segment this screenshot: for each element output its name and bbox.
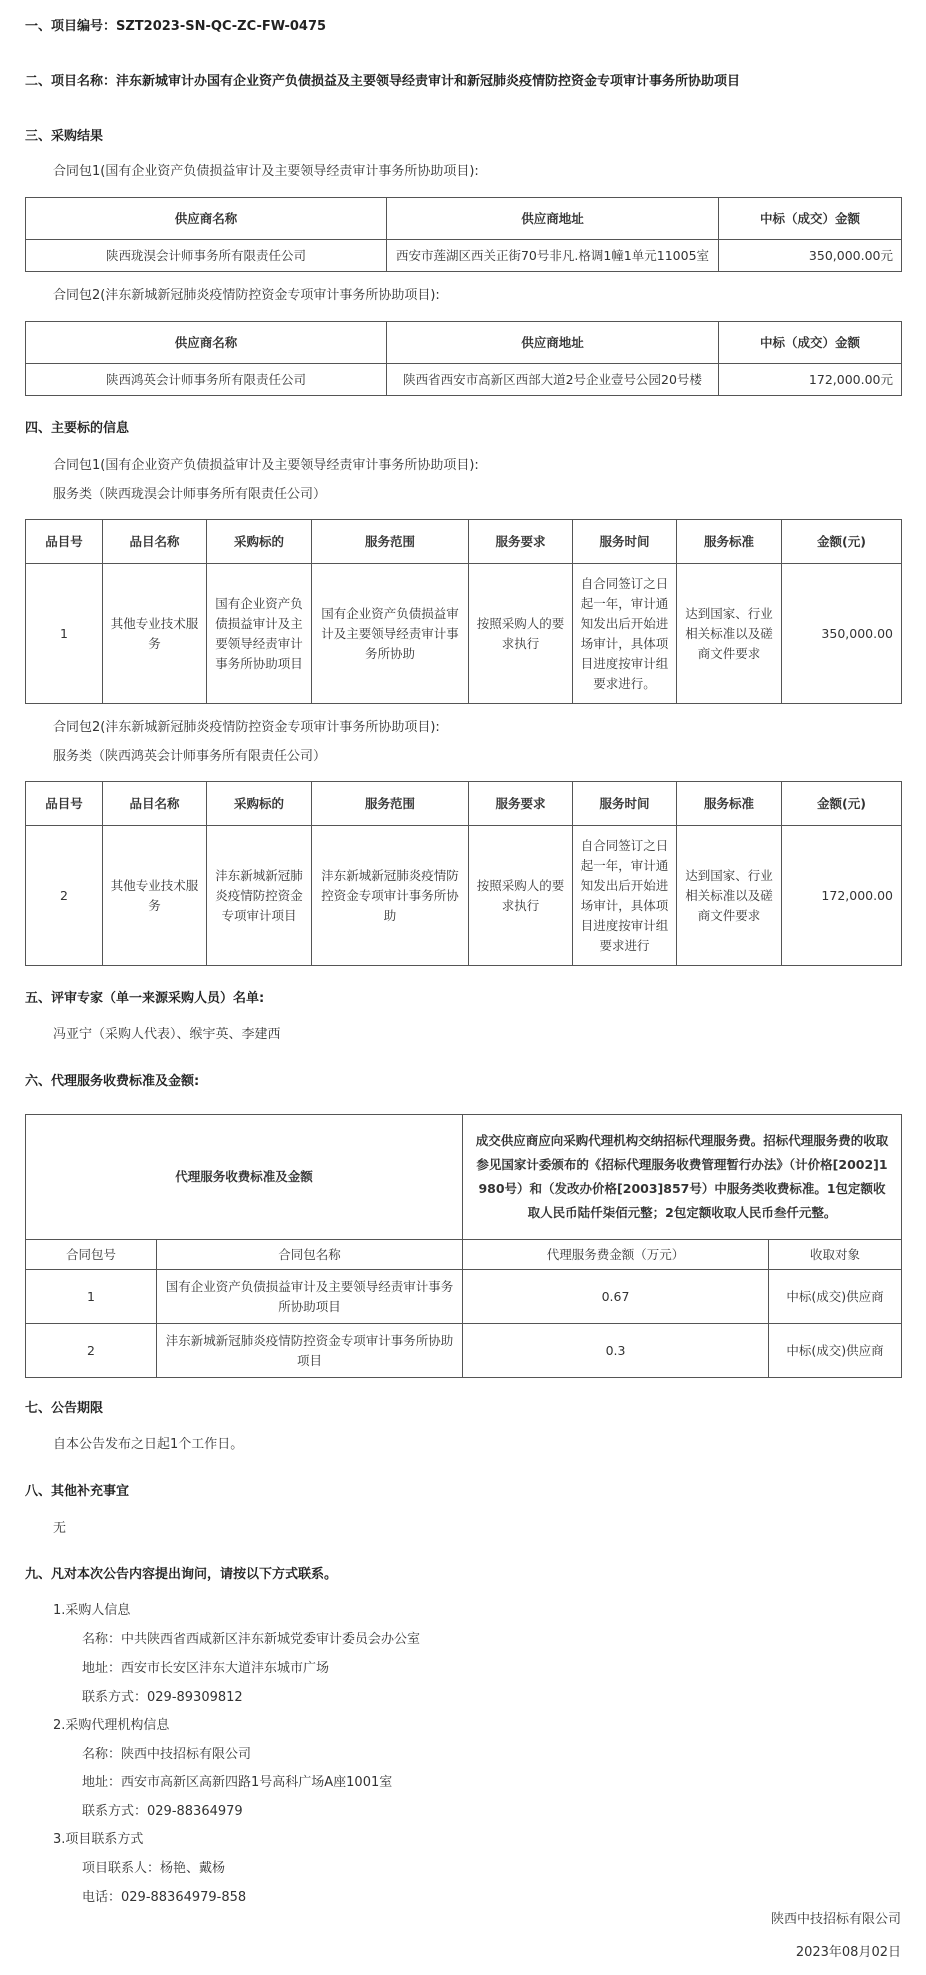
service-time: 自合同签订之日起一年，审计通知发出后开始进场审计，具体项目进度按审计组要求进行。: [573, 564, 677, 704]
supplier-address: 西安市莲湖区西关正街70号非凡.格调1幢1单元11005室: [387, 240, 719, 272]
table-row: [26, 826, 902, 966]
section-supplement-title: 八、其他补充事宜: [25, 1484, 130, 1499]
section-main-subject-title: 四、主要标的信息: [25, 421, 130, 436]
subject-pkg1-subtitle: 服务类（陕西珑淏会计师事务所有限责任公司）: [53, 487, 327, 502]
procurement-subject: 国有企业资产负债损益审计及主要领导经责审计事务所协助项目: [207, 564, 312, 704]
table-header: 服务范围: [312, 782, 469, 826]
project-number-value: SZT2023-SN-QC-ZC-FW-0475: [116, 19, 327, 34]
table-header: 服务要求: [469, 520, 573, 564]
subject-pkg2-title: 合同包2(沣东新城新冠肺炎疫情防控资金专项审计事务所协助项目):: [53, 720, 440, 735]
package-number: 1: [26, 1270, 157, 1324]
service-time: 自合同签订之日起一年，审计通知发出后开始进场审计，具体项目进度按审计组要求进行: [573, 826, 677, 966]
project-name-value: 沣东新城审计办国有企业资产负债损益及主要领导经责审计和新冠肺炎疫情防控资金专项审计事务所协助项目: [116, 74, 741, 89]
project-name-line: [25, 73, 740, 91]
item-amount: 350,000.00: [782, 564, 902, 704]
subject-table-pkg2: [25, 781, 902, 966]
package-name: 国有企业资产负债损益审计及主要领导经责审计事务所协助项目: [157, 1270, 463, 1324]
table-header: 代理服务费金额（万元）: [463, 1240, 769, 1270]
project-contact-phone: 电话：029-88364979-858: [82, 1890, 247, 1905]
purchaser-name: 名称：中共陕西省西咸新区沣东新城党委审计委员会办公室: [82, 1632, 421, 1647]
subject-table-pkg1: [25, 519, 902, 704]
table-header: 品目名称: [103, 782, 207, 826]
award-amount: 350,000.00元: [719, 240, 902, 272]
table-row: [26, 1324, 902, 1378]
purchaser-info-title: 1.采购人信息: [53, 1603, 131, 1618]
item-number: 2: [26, 826, 103, 966]
table-row: [26, 240, 902, 272]
table-header: 采购标的: [207, 520, 312, 564]
item-number: 1: [26, 564, 103, 704]
notice-period-text: 自本公告发布之日起1个工作日。: [53, 1437, 244, 1452]
table-header: 采购标的: [207, 782, 312, 826]
service-standard: 达到国家、行业相关标准以及磋商文件要求: [677, 564, 782, 704]
procurement-subject: 沣东新城新冠肺炎疫情防控资金专项审计项目: [207, 826, 312, 966]
project-number-line: [25, 18, 326, 36]
table-header: 金额(元): [782, 782, 902, 826]
table-header: 中标（成交）金额: [719, 322, 902, 364]
award-amount: 172,000.00元: [719, 364, 902, 396]
service-requirement: 按照采购人的要求执行: [469, 826, 573, 966]
service-scope: 国有企业资产负债损益审计及主要领导经责审计事务所协助: [312, 564, 469, 704]
fee-standard-label: 代理服务收费标准及金额: [26, 1115, 463, 1240]
subject-pkg2-subtitle: 服务类（陕西鸿英会计师事务所有限责任公司）: [53, 749, 327, 764]
supplier-name: 陕西鸿英会计师事务所有限责任公司: [26, 364, 387, 396]
section-notice-period-title: 七、公告期限: [25, 1401, 104, 1416]
purchaser-phone: 联系方式：029-89309812: [82, 1690, 243, 1705]
project-number-label: 一、项目编号：: [25, 19, 117, 34]
table-header: 服务标准: [677, 520, 782, 564]
service-scope: 沣东新城新冠肺炎疫情防控资金专项审计事务所协助: [312, 826, 469, 966]
table-row: [26, 364, 902, 396]
fee-payer: 中标(成交)供应商: [769, 1324, 902, 1378]
fee-standard-text: 成交供应商应向采购代理机构交纳招标代理服务费。招标代理服务费的收取参见国家计委颁布的《招标代理服务收费管理暂行办法》（计价格[2002]1980号）和（发改办价格[2003]857号）中服务类收费标准。1包定额收取人民币陆仟柒佰元整；2包定额收取人民币叁仟元整。: [463, 1115, 902, 1240]
fee-amount: 0.3: [463, 1324, 769, 1378]
agency-address: 地址：西安市高新区高新四路1号高科广场A座1001室: [82, 1775, 393, 1790]
section-contact-title: 九、凡对本次公告内容提出询问，请按以下方式联系。: [25, 1567, 338, 1582]
table-header: 合同包号: [26, 1240, 157, 1270]
table-row: [26, 564, 902, 704]
table-header: 服务范围: [312, 520, 469, 564]
service-standard: 达到国家、行业相关标准以及磋商文件要求: [677, 826, 782, 966]
table-header: 服务时间: [573, 520, 677, 564]
section-experts-title: 五、评审专家（单一来源采购人员）名单:: [25, 991, 265, 1006]
result-table-pkg1: [25, 197, 902, 272]
supplement-text: 无: [53, 1521, 67, 1536]
supplier-address: 陕西省西安市高新区西部大道2号企业壹号公园20号楼: [387, 364, 719, 396]
package-name: 沣东新城新冠肺炎疫情防控资金专项审计事务所协助项目: [157, 1324, 463, 1378]
agency-info-title: 2.采购代理机构信息: [53, 1718, 170, 1733]
footer-company: 陕西中技招标有限公司: [770, 1912, 901, 1927]
table-header: 品目号: [26, 520, 103, 564]
supplier-name: 陕西珑淏会计师事务所有限责任公司: [26, 240, 387, 272]
item-amount: 172,000.00: [782, 826, 902, 966]
result-pkg1-title: 合同包1(国有企业资产负债损益审计及主要领导经责审计事务所协助项目):: [53, 164, 479, 179]
table-header: 品目名称: [103, 520, 207, 564]
experts-names: 冯亚宁（采购人代表）、缑宇英、李建西: [53, 1027, 281, 1042]
section-agency-fee-title: 六、代理服务收费标准及金额:: [25, 1074, 200, 1089]
section-procurement-result-title: 三、采购结果: [25, 129, 104, 144]
table-header: 供应商地址: [387, 198, 719, 240]
purchaser-address: 地址：西安市长安区沣东大道沣东城市广场: [82, 1661, 330, 1676]
table-header: 供应商地址: [387, 322, 719, 364]
table-header: 中标（成交）金额: [719, 198, 902, 240]
agency-fee-table: [25, 1114, 902, 1378]
table-header: 服务标准: [677, 782, 782, 826]
table-header: 供应商名称: [26, 198, 387, 240]
fee-payer: 中标(成交)供应商: [769, 1270, 902, 1324]
item-name: 其他专业技术服务: [103, 826, 207, 966]
fee-amount: 0.67: [463, 1270, 769, 1324]
table-header: 供应商名称: [26, 322, 387, 364]
table-header: 合同包名称: [157, 1240, 463, 1270]
table-header: 品目号: [26, 782, 103, 826]
package-number: 2: [26, 1324, 157, 1378]
project-contact-title: 3.项目联系方式: [53, 1832, 144, 1847]
agency-phone: 联系方式：029-88364979: [82, 1804, 243, 1819]
project-contact-person: 项目联系人：杨艳、戴杨: [82, 1861, 226, 1876]
table-header: 服务时间: [573, 782, 677, 826]
service-requirement: 按照采购人的要求执行: [469, 564, 573, 704]
agency-name: 名称：陕西中技招标有限公司: [82, 1747, 252, 1762]
table-header: 服务要求: [469, 782, 573, 826]
footer-date: 2023年08月02日: [795, 1945, 901, 1960]
table-header: 收取对象: [769, 1240, 902, 1270]
result-pkg2-title: 合同包2(沣东新城新冠肺炎疫情防控资金专项审计事务所协助项目):: [53, 288, 440, 303]
result-table-pkg2: [25, 321, 902, 396]
item-name: 其他专业技术服务: [103, 564, 207, 704]
table-row: [26, 1270, 902, 1324]
table-header: 金额(元): [782, 520, 902, 564]
subject-pkg1-title: 合同包1(国有企业资产负债损益审计及主要领导经责审计事务所协助项目):: [53, 458, 479, 473]
project-name-label: 二、项目名称：: [25, 74, 117, 89]
